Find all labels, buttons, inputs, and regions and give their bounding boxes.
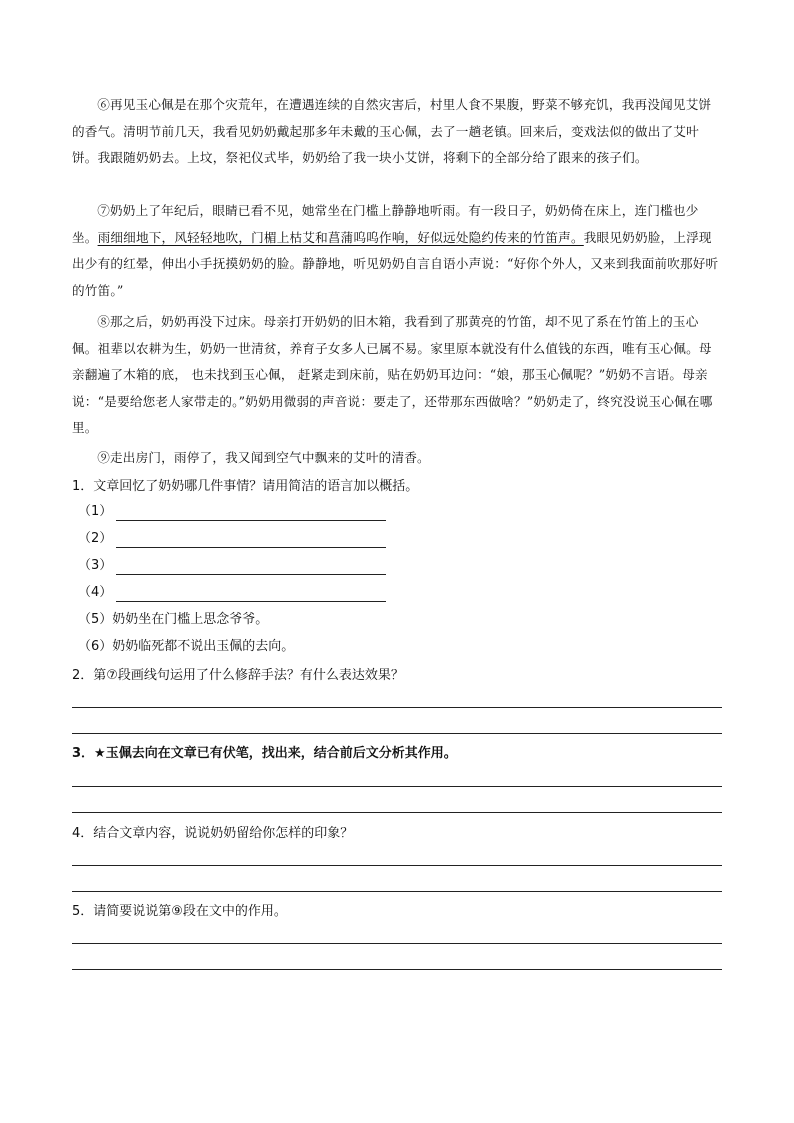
answer-line[interactable] [72,969,722,970]
q1-item-label: （2） [78,531,113,546]
answer-line[interactable] [72,865,722,866]
answer-line[interactable] [72,891,722,892]
q1-answer-blank[interactable] [116,533,386,548]
answer-line[interactable] [72,812,722,813]
answer-line[interactable] [72,786,722,787]
q1-answer-blank[interactable] [116,587,386,602]
paragraph-6: ⑥再见玉心佩是在那个灾荒年，在遭遇连续的自然灾害后，村里人食不果腹，野菜不够充饥，我再没闻见艾饼的香气。清明节前几天，我看见奶奶戴起那多年未戴的玉心佩，去了一趟老镇。回来后，变戏法似的做出了艾叶饼。我跟随奶奶去。上坟，祭祀仪式毕，奶奶给了我一块小艾饼，将剩下的全部分给了跟来的孩子们。 [72,97,712,165]
q1-answer-row-5 [78,611,268,629]
paragraph-7 [72,198,722,304]
q1-answer-row-2 [78,530,386,548]
question-2: 2．第⑦段画线句运用了什么修辞手法？有什么表达效果？ [72,668,404,683]
q1-answer-blank[interactable] [116,560,386,575]
paragraph-7-underlined-sentence: 雨细细地下，风轻轻地吹，门楣上枯艾和菖蒲呜呜作响，好似远处隐约传来的竹笛声。 [97,229,584,245]
q1-answer-row-3 [78,557,386,575]
q1-answer-blank[interactable] [116,506,386,521]
q1-item-text: （6）奶奶临死都不说出玉佩的去向。 [78,639,295,654]
q1-answer-row-6 [78,638,294,656]
q1-answer-row-4 [78,584,386,602]
question-3: 3．★玉佩去向在文章已有伏笔，找出来，结合前后文分析其作用。 [72,746,457,761]
paragraph-9: ⑨走出房门，雨停了，我又闻到空气中飘来的艾叶的清香。 [97,450,430,465]
answer-line[interactable] [72,943,722,944]
q1-item-text: （5）奶奶坐在门槛上思念爷爷。 [78,612,269,627]
q1-answer-row-1 [78,503,386,521]
question-5: 5．请简要说说第⑨段在文中的作用。 [72,904,287,919]
paragraph-8: ⑧那之后，奶奶再没下过床。母亲打开奶奶的旧木箱，我看到了那黄亮的竹笛，却不见了系在竹笛上的玉心佩。祖辈以农耕为生，奶奶一世清贫，养育子女多人已属不易。家里原本就没有什么值钱的东西，唯有玉心佩。母亲翻遍了木箱的底， 也未找到玉心佩， 赶紧走到床前，贴在奶奶耳边问：“娘，那玉心佩呢？”奶奶不言语。母亲说：“是要给您老人家带走的。”奶奶用微弱的声音说：要走了，还带那东西做啥？”奶奶走了，终究没说玉心佩在哪里。 [72,314,713,435]
answer-line[interactable] [72,733,722,734]
question-4: 4．结合文章内容，说说奶奶留给你怎样的印象？ [72,826,354,841]
q1-item-label: （4） [78,585,113,600]
paragraph-7-text-b: 我眼见奶奶脸，上浮现出少有的红晕，伸出小手抚摸奶奶的脸。静静地，听见奶奶自言自语小声说：“好你个外人，又来到我面前吹那好听的竹笛。” [72,229,719,298]
paragraph-7-text-a: ⑦奶奶上了年纪后，眼睛已看不见，她常坐在门槛上静静地听雨。有一段日子，奶奶倚在床上，连门槛也少坐。 [72,203,699,245]
q1-item-label: （1） [78,504,113,519]
question-1: 1．文章回忆了奶奶哪几件事情？请用简洁的语言加以概括。 [72,479,419,494]
q1-item-label: （3） [78,558,113,573]
answer-line[interactable] [72,707,722,708]
